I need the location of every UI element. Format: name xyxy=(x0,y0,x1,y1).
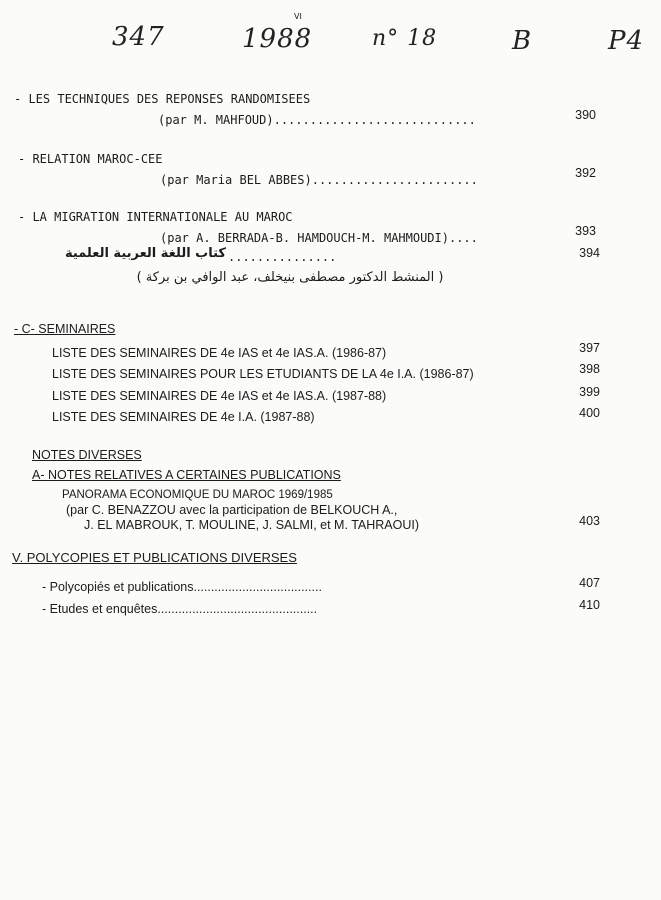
page-roman-numeral: VI xyxy=(294,12,302,21)
entry-author: (par Maria BEL ABBES)....................... xyxy=(160,173,478,187)
publication-title: PANORAMA ECONOMIQUE DU MAROC 1969/1985 xyxy=(62,489,333,501)
handwritten-number: n° 18 xyxy=(372,26,438,51)
poly-page: 410 xyxy=(579,598,600,612)
entry-author: (par M. MAHFOUD)............................ xyxy=(158,113,476,127)
publication-line: (par C. BENAZZOU avec la participation de BELKOUCH A., xyxy=(66,503,398,517)
entry-page: 390 xyxy=(575,108,596,122)
seminaire-page: 397 xyxy=(579,341,600,355)
handwritten-tag: P4 xyxy=(608,26,645,56)
arabic-title: كتاب اللغة العربية العلمية xyxy=(65,246,226,261)
handwritten-letter: B xyxy=(512,26,533,56)
entry-title: - LA MIGRATION INTERNATIONALE AU MAROC xyxy=(18,210,293,224)
seminaire-page: 400 xyxy=(579,406,600,420)
entry-page: 392 xyxy=(575,166,596,180)
arabic-leader: ............... xyxy=(228,250,337,264)
entry-page: 393 xyxy=(575,224,596,238)
poly-page: 407 xyxy=(579,576,600,590)
seminaire-item: LISTE DES SEMINAIRES POUR LES ETUDIANTS DE LA 4e I.A. (1986-87) xyxy=(52,367,474,381)
seminaire-item: LISTE DES SEMINAIRES DE 4e IAS et 4e IAS.A. (1986-87) xyxy=(52,346,387,360)
publication-page: 403 xyxy=(579,514,600,528)
poly-heading: V. POLYCOPIES ET PUBLICATIONS DIVERSES xyxy=(12,550,297,565)
seminaire-item: LISTE DES SEMINAIRES DE 4e I.A. (1987-88) xyxy=(52,410,315,424)
entry-title: - LES TECHNIQUES DES REPONSES RANDOMISEES xyxy=(14,92,311,106)
handwritten-code: 347 xyxy=(112,22,165,52)
notes-heading: NOTES DIVERSES xyxy=(32,448,142,462)
arabic-page: 394 xyxy=(579,246,600,260)
seminaire-item: LISTE DES SEMINAIRES DE 4e IAS et 4e IAS.A. (1987-88) xyxy=(52,389,387,403)
poly-item: - Etudes et enquêtes.............................................. xyxy=(42,602,318,616)
notes-subheading: A- NOTES RELATIVES A CERTAINES PUBLICATIONS xyxy=(32,468,341,482)
arabic-author: ( المنشط الدكتور مصطفى بنيخلف، عبد الوافي بن بركة ) xyxy=(136,270,444,285)
seminaire-page: 399 xyxy=(579,385,600,399)
handwritten-year: 1988 xyxy=(242,24,313,54)
seminaires-heading: - C- SEMINAIRES xyxy=(14,322,116,336)
seminaire-page: 398 xyxy=(579,362,600,376)
poly-item: - Polycopiés et publications..................................... xyxy=(42,580,322,594)
entry-author: (par A. BERRADA-B. HAMDOUCH-M. MAHMOUDI).... xyxy=(160,231,478,245)
entry-title: - RELATION MAROC-CEE xyxy=(18,152,163,166)
publication-line: J. EL MABROUK, T. MOULINE, J. SALMI, et M. TAHRAOUI) xyxy=(84,518,420,532)
